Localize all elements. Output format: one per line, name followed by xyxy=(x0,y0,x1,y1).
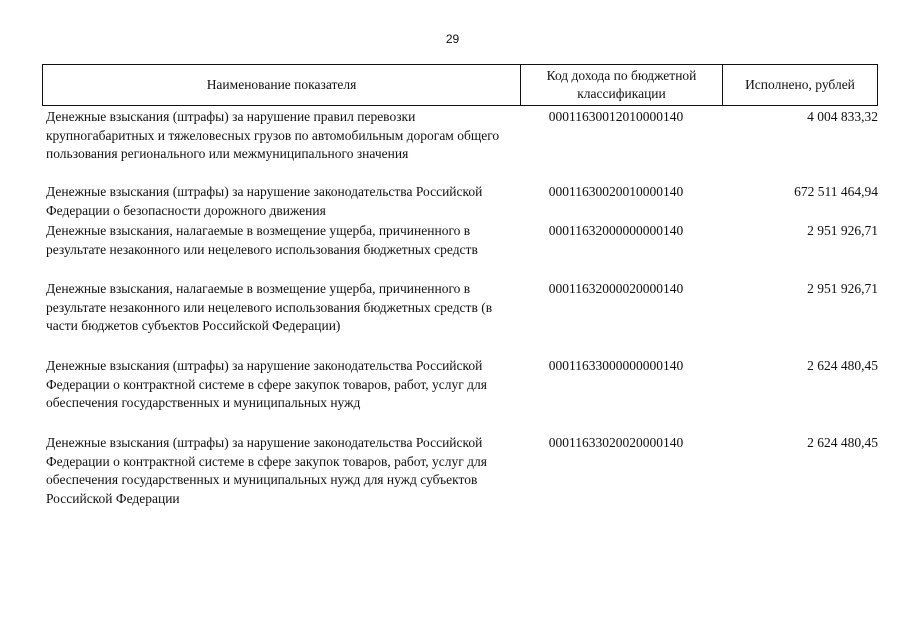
table-row xyxy=(42,434,878,511)
row-amount: 4 004 833,32 xyxy=(807,109,878,124)
table-header xyxy=(42,64,878,106)
row-amount: 2 951 926,71 xyxy=(807,281,878,296)
row-name: Денежные взыскания, налагаемые в возмещение ущерба, причиненного в результате незаконного или нецелевого использования бюджетных средств (в части бюджетов субъектов Российской Федерации) xyxy=(46,281,493,333)
row-code: 00011633020020000140 xyxy=(548,435,684,450)
row-code: 00011632000020000140 xyxy=(548,281,684,296)
row-amount: 2 624 480,45 xyxy=(807,358,878,373)
table-row xyxy=(42,357,878,434)
row-name: Денежные взыскания (штрафы) за нарушение правил перевозки крупногабаритных и тяжеловесных грузов по автомобильным дорогам общего пользования регионального или межмуниципального значения xyxy=(46,109,500,161)
page-number: 29 xyxy=(445,32,460,46)
header-code: Код дохода по бюджетной классификации xyxy=(521,65,723,105)
header-amount: Исполнено, рублей xyxy=(745,77,855,92)
row-name: Денежные взыскания (штрафы) за нарушение законодательства Российской Федерации о контрактной системе в сфере закупок товаров, работ, услуг для обеспечения государственных и муниципальных нужд для нужд субъектов Российской Федерации xyxy=(46,435,487,506)
row-code: 00011632000000000140 xyxy=(548,223,684,238)
header-name: Наименование показателя xyxy=(43,65,521,105)
row-name: Денежные взыскания (штрафы) за нарушение законодательства Российской Федерации о безопасности дорожного движения xyxy=(46,184,483,218)
table-row xyxy=(42,280,878,357)
row-code: 00011633000000000140 xyxy=(548,358,684,373)
row-name: Денежные взыскания, налагаемые в возмещение ущерба, причиненного в результате незаконного или нецелевого использования бюджетных средств xyxy=(46,223,478,257)
row-amount: 2 624 480,45 xyxy=(807,435,878,450)
row-code: 00011630020010000140 xyxy=(548,184,684,199)
table-row xyxy=(42,222,878,280)
row-name: Денежные взыскания (штрафы) за нарушение законодательства Российской Федерации о контрактной системе в сфере закупок товаров, работ, услуг для обеспечения государственных и муниципальных нужд xyxy=(46,358,487,410)
row-amount: 2 951 926,71 xyxy=(807,223,878,238)
row-amount: 672 511 464,94 xyxy=(794,184,878,199)
table-body xyxy=(42,108,878,511)
table-row xyxy=(42,108,878,183)
table-row xyxy=(42,183,878,222)
row-code: 00011630012010000140 xyxy=(548,109,684,124)
